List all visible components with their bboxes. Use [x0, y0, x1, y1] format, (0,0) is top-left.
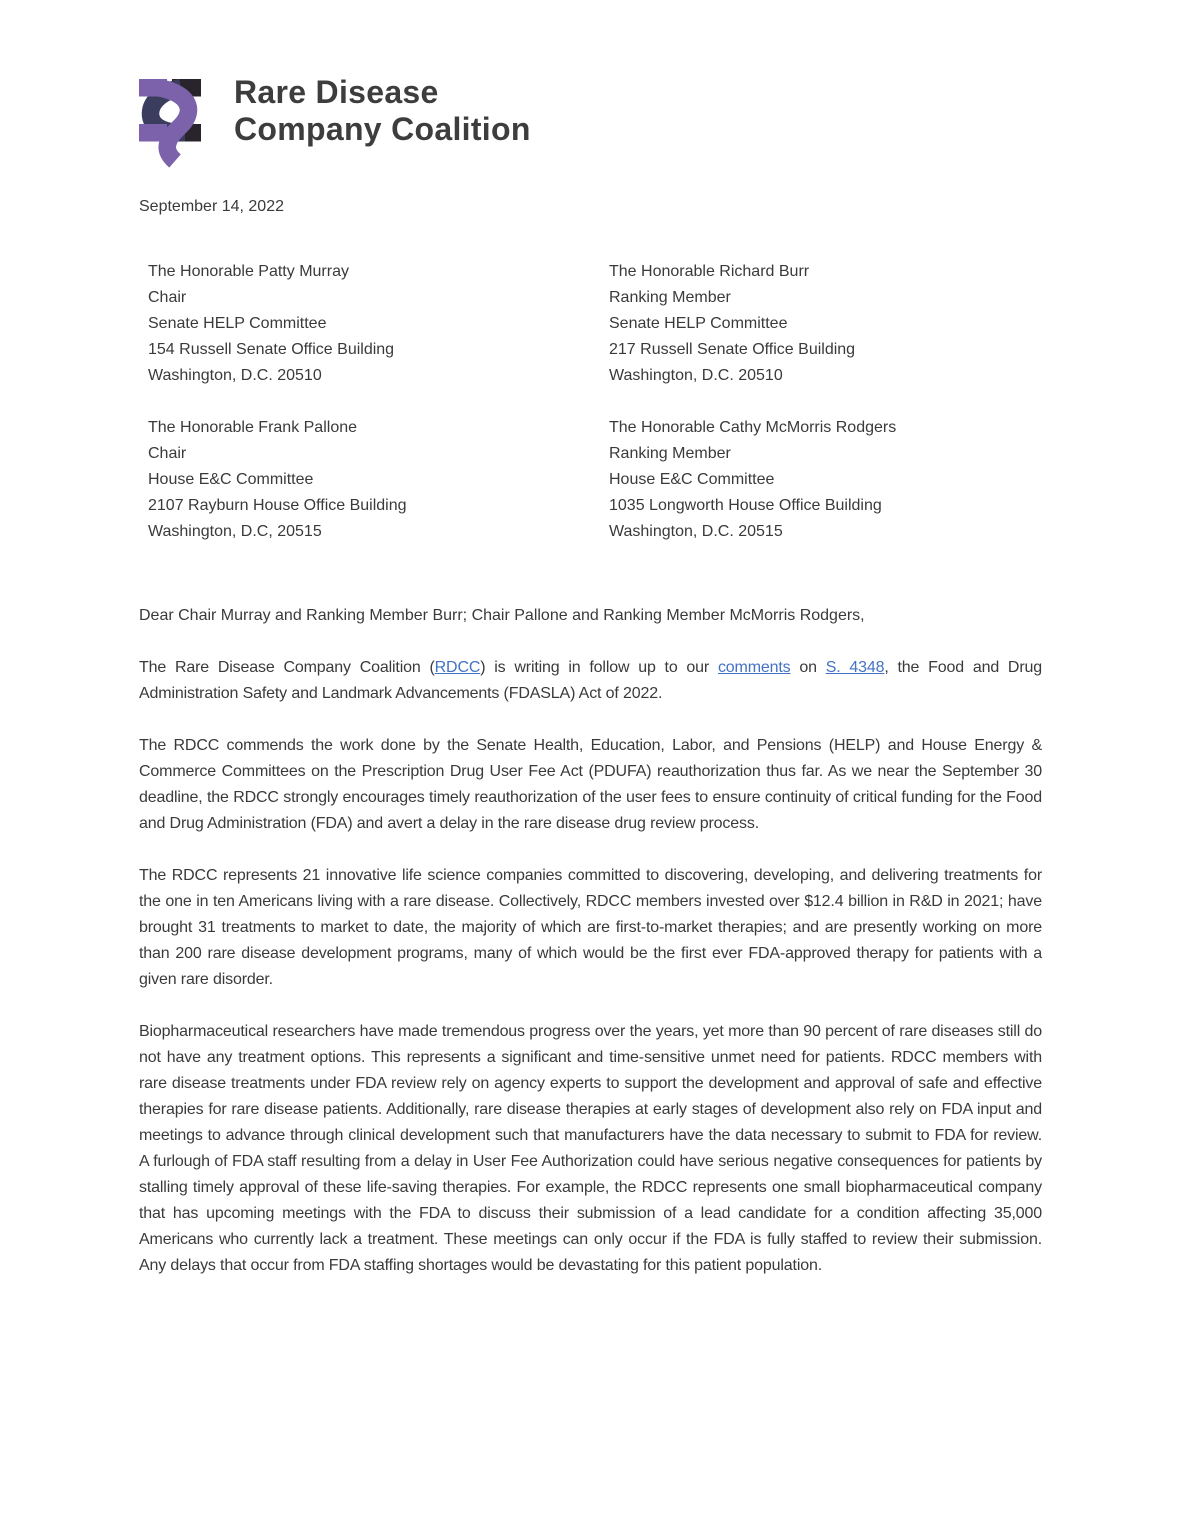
- recipient-committee: House E&C Committee: [609, 471, 775, 488]
- comments-link[interactable]: comments: [717, 659, 791, 676]
- recipient-street: 1035 Longworth House Office Building: [609, 497, 882, 514]
- paragraph-intro: [139, 655, 1042, 707]
- recipient-city: Washington, D.C. 20510: [609, 367, 783, 384]
- rdcc-ribbon-icon: [139, 68, 201, 168]
- recipient-street: 217 Russell Senate Office Building: [609, 341, 856, 358]
- recipient-name: The Honorable Richard Burr: [609, 263, 810, 280]
- intro-mid2: on: [790, 659, 826, 676]
- recipient-name: The Honorable Frank Pallone: [148, 419, 358, 436]
- recipient-block-pallone: [139, 415, 600, 545]
- recipient-name: The Honorable Patty Murray: [148, 263, 349, 280]
- s4348-link[interactable]: S. 4348: [825, 659, 885, 676]
- recipient-committee: Senate HELP Committee: [148, 315, 327, 332]
- recipient-committee: House E&C Committee: [148, 471, 314, 488]
- recipient-title: Chair: [148, 445, 187, 462]
- paragraph-about-rdcc: The RDCC represents 21 innovative life science companies committed to discovering, developing, and delivering treatments for the one in ten Americans living with a rare disease. Collectively, RDCC members invested over $12.4 billion in R&D in 2021; have brought 31 treatments to market to date, the majority of which are first-to-market therapies; and are presently working on more than 200 rare disease development programs, many of which would be the first ever FDA-approved therapy for patients with a given rare disorder.: [139, 867, 1042, 988]
- rdcc-logo: [139, 68, 1042, 168]
- logo-line-2: Company Coalition: [234, 111, 531, 147]
- salutation: Dear Chair Murray and Ranking Member Burr; Chair Pallone and Ranking Member McMorris Rodgers,: [139, 607, 865, 624]
- recipient-addresses: [139, 259, 1042, 545]
- recipient-city: Washington, D.C. 20515: [609, 523, 783, 540]
- rdcc-link[interactable]: RDCC: [434, 659, 481, 676]
- paragraph-pdufa-reauthorization: The RDCC commends the work done by the Senate Health, Education, Labor, and Pensions (HELP) and House Energy & Commerce Committees on the Prescription Drug User Fee Act (PDUFA) reauthorization thus far. As we near the September 30 deadline, the RDCC strongly encourages timely reauthorization of the user fees to ensure continuity of critical funding for the Food and Drug Administration (FDA) and avert a delay in the rare disease drug review process.: [139, 737, 1042, 832]
- recipient-city: Washington, D.C. 20510: [148, 367, 322, 384]
- recipient-name: The Honorable Cathy McMorris Rodgers: [609, 419, 897, 436]
- recipient-title: Chair: [148, 289, 187, 306]
- recipient-block-murray: [139, 259, 600, 389]
- intro-pre: The Rare Disease Company Coalition (: [139, 659, 435, 676]
- paragraph-unmet-need: Biopharmaceutical researchers have made tremendous progress over the years, yet more than 90 percent of rare diseases still do not have any treatment options. This represents a significant and time-sensitive unmet need for patients. RDCC members with rare disease treatments under FDA review rely on agency experts to support the development and approval of safe and effective therapies for rare disease patients. Additionally, rare disease therapies at early stages of development also rely on FDA input and meetings to advance through clinical development such that manufacturers have the data necessary to submit to FDA for review. A furlough of FDA staff resulting from a delay in User Fee Authorization could have serious negative consequences for patients by stalling timely approval of these life-saving therapies. For example, the RDCC represents one small biopharmaceutical company that has upcoming meetings with the FDA to discuss their submission of a lead candidate for a condition affecting 35,000 Americans who currently lack a treatment. These meetings can only occur if the FDA is fully staffed to review their submission. Any delays that occur from FDA staffing shortages would be devastating for this patient population.: [139, 1023, 1042, 1274]
- letter-date: September 14, 2022: [139, 198, 284, 215]
- intro-mid1: ) is writing in follow up to our: [480, 659, 718, 676]
- recipient-city: Washington, D.C, 20515: [148, 523, 322, 540]
- recipient-block-mcmorris-rodgers: [600, 415, 1042, 545]
- recipient-title: Ranking Member: [609, 289, 731, 306]
- recipient-street: 154 Russell Senate Office Building: [148, 341, 395, 358]
- recipient-street: 2107 Rayburn House Office Building: [148, 497, 407, 514]
- recipient-title: Ranking Member: [609, 445, 731, 462]
- recipient-block-burr: [600, 259, 1042, 389]
- recipient-committee: Senate HELP Committee: [609, 315, 788, 332]
- intro-post: , the Food and Drug Administration Safety and Landmark Advancements (FDASLA) Act of 2022.: [139, 659, 1042, 702]
- logo-text: [234, 74, 531, 148]
- logo-line-1: Rare Disease: [234, 74, 439, 110]
